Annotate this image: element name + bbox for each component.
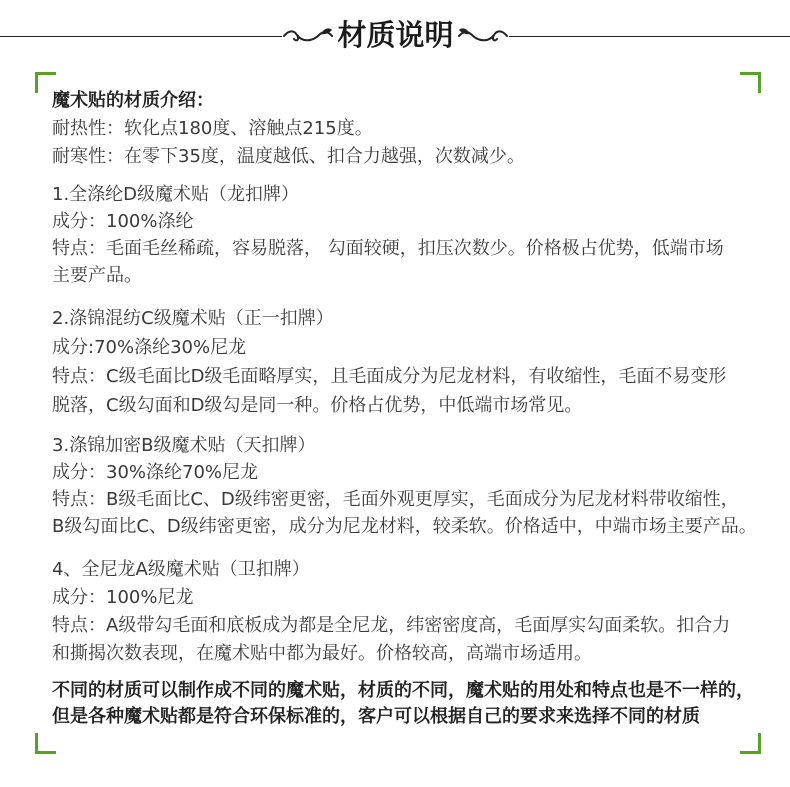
intro-heat-resistance: 耐热性：软化点180度、溶触点215度。: [52, 118, 373, 139]
section-composition: 成分：100%涤纶: [52, 211, 194, 232]
section-composition: 成分：30%涤纶70%尼龙: [52, 462, 259, 483]
section-title: 3.涤锦加密B级魔术贴（天扣牌）: [52, 435, 316, 456]
conclusion-line: 但是各种魔术贴都是符合环保标准的，客户可以根据自己的要求来选择不同的材质: [52, 706, 700, 727]
corner-bracket-bottom-left: [35, 733, 56, 754]
grade-c-section: [52, 304, 726, 420]
section-features: 特点：A级带勾毛面和底板成为都是全尼龙，纬密密度高，毛面厚实勾面柔软。扣合力: [52, 615, 731, 636]
section-composition: 成分：100%尼龙: [52, 587, 194, 608]
section-title: 1.全涤纶D级魔术贴（龙扣牌）: [52, 184, 300, 205]
section-features: 特点：毛面毛丝稀疏，容易脱落， 勾面较硬，扣压次数少。价格极占优势，低端市场: [52, 238, 724, 259]
header-rule-left: [0, 36, 282, 37]
section-features: 和撕揭次数表现，在魔术贴中都为最好。价格较高，高端市场适用。: [52, 643, 592, 664]
flourish-left-icon: [283, 25, 333, 47]
section-title: 2.涤锦混纺C级魔术贴（正一扣牌）: [52, 308, 334, 329]
section-features: 主要产品。: [52, 265, 142, 286]
conclusion-section: [52, 678, 754, 730]
corner-bracket-bottom-right: [740, 733, 761, 754]
grade-b-section: [52, 432, 757, 540]
section-features: B级勾面比C、D级纬密更密，成分为尼龙材料，较柔软。价格适中，中端市场主要产品。: [52, 516, 757, 537]
flourish-right-icon: [458, 25, 508, 47]
conclusion-line: 不同的材质可以制作成不同的魔术贴，材质的不同，魔术贴的用处和特点也是不一样的，: [52, 680, 754, 701]
intro-cold-resistance: 耐寒性：在零下35度，温度越低、扣合力越强，次数减少。: [52, 146, 525, 167]
corner-bracket-top-right: [740, 72, 761, 93]
section-features: 脱落，C级勾面和D级勾是同一种。价格占优势，中低端市场常见。: [52, 395, 583, 416]
intro-heading: 魔术贴的材质介绍：: [52, 90, 214, 111]
grade-d-section: [52, 181, 724, 289]
header-rule-right: [509, 36, 790, 37]
section-features: 特点：B级毛面比C、D级纬密更密，毛面外观更厚实，毛面成分为尼龙材料带收缩性，: [52, 489, 739, 510]
grade-a-section: [52, 556, 730, 668]
section-composition: 成分:70%涤纶30%尼龙: [52, 337, 247, 358]
intro-section: [52, 87, 525, 171]
page-title: 材质说明: [337, 18, 454, 52]
section-features: 特点：C级毛面比D级毛面略厚实，且毛面成分为尼龙材料，有收缩性，毛面不易变形: [52, 366, 727, 387]
section-title: 4、全尼龙A级魔术贴（卫扣牌）: [52, 559, 310, 580]
